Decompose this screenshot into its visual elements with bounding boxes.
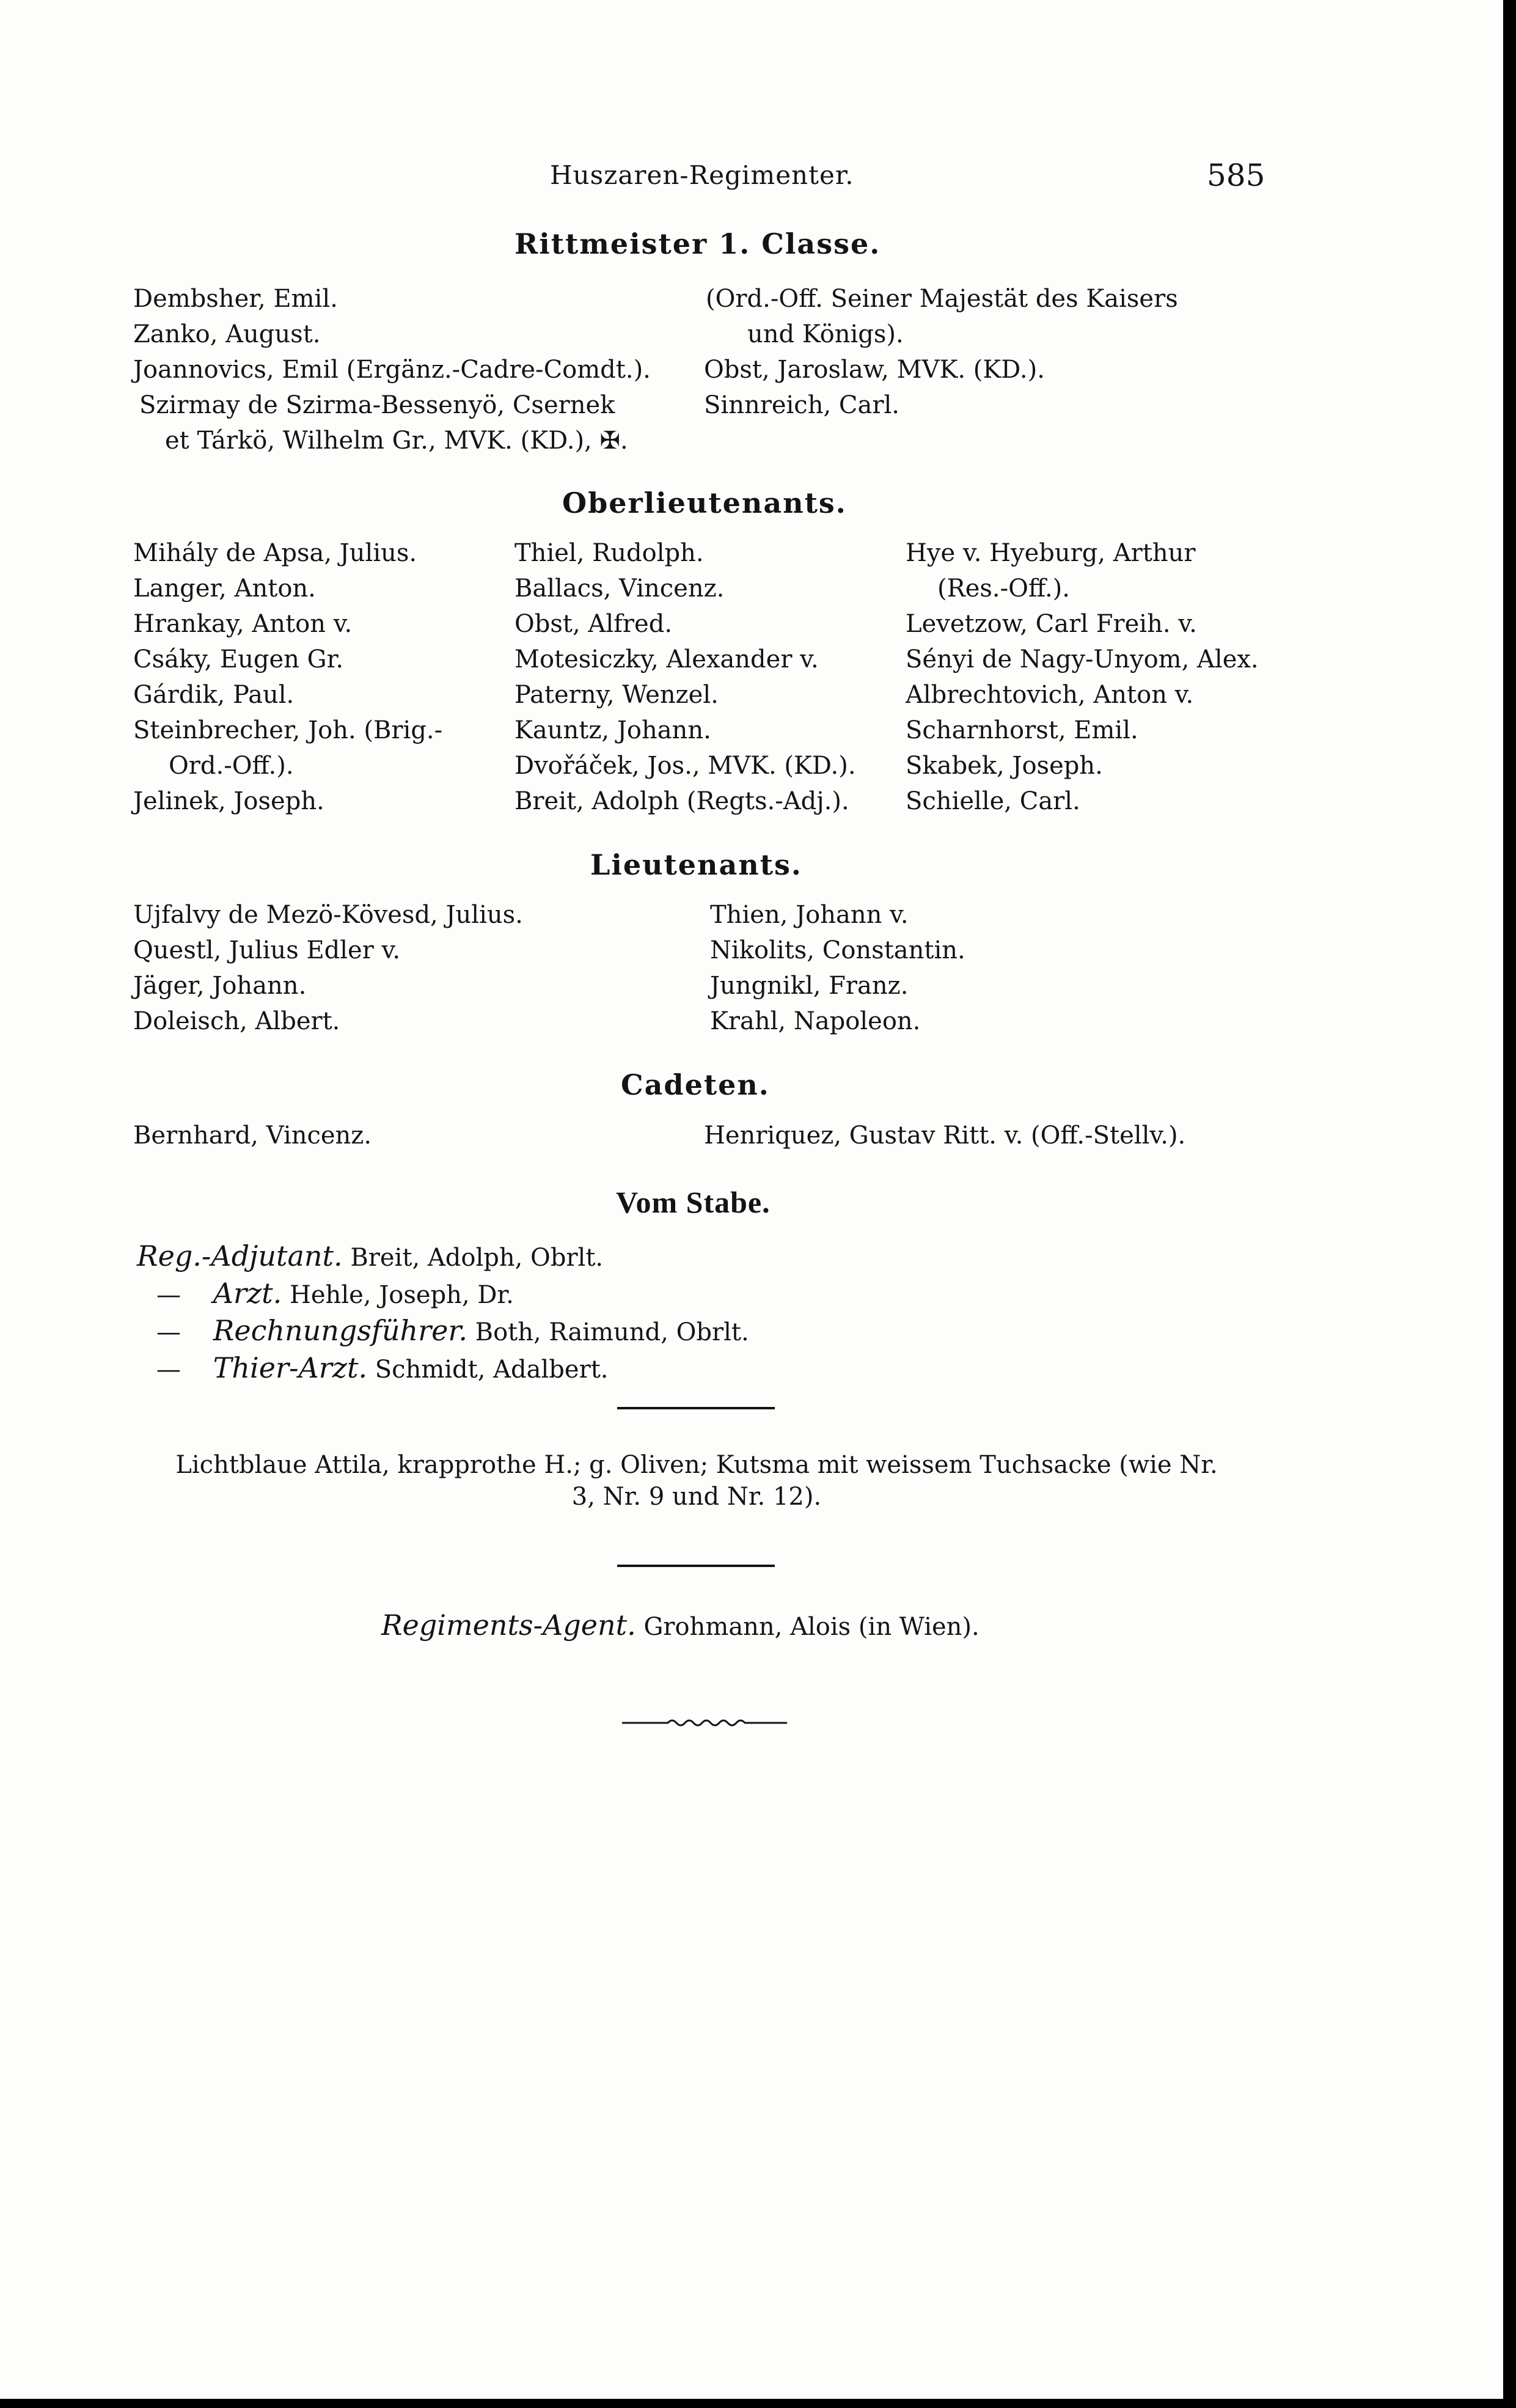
list-item: Breit, Adolph (Regts.-Adj.).: [514, 787, 849, 815]
list-item: Thiel, Rudolph.: [514, 539, 704, 567]
list-item: Motesiczky, Alexander v.: [514, 645, 819, 674]
staff-row: [137, 1313, 749, 1350]
list-item: Sényi de Nagy-Unyom, Alex.: [906, 645, 1259, 674]
list-item: et Tárkö, Wilhelm Gr., MVK. (KD.), ✠.: [165, 427, 628, 455]
page-number: 585: [1207, 158, 1265, 193]
section-heading-lieutenants: Lieutenants.: [590, 848, 802, 881]
list-item: Kauntz, Johann.: [514, 716, 711, 744]
staff-role: Reg.-Adjutant.: [137, 1239, 343, 1272]
staff-prefix: —: [156, 1318, 181, 1346]
list-item: Doleisch, Albert.: [133, 1007, 340, 1035]
list-item: Albrechtovich, Anton v.: [906, 681, 1194, 709]
oberlieutenants-column-2: [514, 535, 856, 819]
list-item: Paterny, Wenzel.: [514, 681, 719, 709]
staff-name: Hehle, Joseph, Dr.: [290, 1281, 514, 1309]
uniform-line: 3, Nr. 9 und Nr. 12).: [571, 1483, 822, 1511]
list-item: Sinnreich, Carl.: [704, 391, 899, 419]
separator-rule: [617, 1407, 775, 1409]
list-item: Obst, Alfred.: [514, 610, 673, 638]
list-item: Scharnhorst, Emil.: [906, 716, 1138, 744]
staff-row: [137, 1350, 749, 1387]
list-item: Jäger, Johann.: [133, 972, 307, 1000]
staff-row: [137, 1276, 749, 1313]
staff-role: Thier-Arzt.: [213, 1351, 368, 1384]
list-item: und Königs).: [747, 320, 904, 348]
list-item: Langer, Anton.: [133, 574, 316, 603]
list-item: Questl, Julius Edler v.: [133, 936, 401, 964]
rittmeister-right-column: [704, 281, 1178, 423]
lieutenants-right-column: [710, 897, 965, 1039]
list-item: Joannovics, Emil (Ergänz.-Cadre-Comdt.).: [133, 356, 651, 384]
list-item: Ujfalvy de Mezö-Kövesd, Julius.: [133, 901, 523, 929]
list-item: Skabek, Joseph.: [906, 752, 1103, 780]
list-item: Szirmay de Szirma-Bessenyö, Csernek: [139, 391, 615, 419]
staff-list: [137, 1238, 749, 1387]
list-item: Obst, Jaroslaw, MVK. (KD.).: [704, 356, 1045, 384]
staff-role: Rechnungsführer.: [213, 1314, 467, 1347]
staff-role: Arzt.: [213, 1277, 282, 1310]
list-item: Jungnikl, Franz.: [710, 972, 909, 1000]
list-item: Steinbrecher, Joh. (Brig.-: [133, 716, 443, 744]
staff-name: Schmidt, Adalbert.: [375, 1356, 609, 1384]
list-item: Jelinek, Joseph.: [133, 787, 324, 815]
list-item: Levetzow, Carl Freih. v.: [906, 610, 1197, 638]
list-item: Gárdik, Paul.: [133, 681, 295, 709]
separator-rule: [617, 1565, 775, 1567]
staff-name: Breit, Adolph, Obrlt.: [350, 1244, 604, 1272]
staff-prefix: —: [156, 1356, 181, 1384]
staff-row: [137, 1238, 749, 1276]
list-item: Krahl, Napoleon.: [710, 1007, 921, 1035]
cadet-right: Henriquez, Gustav Ritt. v. (Off.-Stellv.).: [704, 1121, 1186, 1150]
section-heading-cadeten: Cadeten.: [621, 1068, 770, 1101]
oberlieutenants-column-1: [133, 535, 442, 819]
oberlieutenants-column-3: [906, 535, 1259, 819]
list-item: Nikolits, Constantin.: [710, 936, 965, 964]
agent-role: Regiments-Agent.: [381, 1609, 636, 1642]
list-item: Csáky, Eugen Gr.: [133, 645, 344, 674]
section-heading-stabe: Vom Stabe.: [616, 1185, 771, 1219]
regiments-agent: [381, 1609, 980, 1642]
section-heading-rittmeister: Rittmeister 1. Classe.: [514, 227, 881, 260]
end-flourish-icon: [622, 1714, 787, 1729]
list-item: Hrankay, Anton v.: [133, 610, 353, 638]
uniform-description: [122, 1451, 1271, 1511]
list-item: Hye v. Hyeburg, Arthur: [906, 539, 1196, 567]
staff-prefix: —: [156, 1281, 181, 1309]
rittmeister-left-column: [133, 281, 651, 458]
list-item: Mihály de Apsa, Julius.: [133, 539, 417, 567]
running-head: Huszaren-Regimenter.: [550, 160, 854, 190]
agent-name: Grohmann, Alois (in Wien).: [643, 1613, 980, 1641]
uniform-line: Lichtblaue Attila, krapprothe H.; g. Oliven; Kutsma mit weissem Tuchsacke (wie Nr.: [175, 1451, 1218, 1479]
list-item: Ord.-Off.).: [169, 752, 294, 780]
section-heading-oberlieutenants: Oberlieutenants.: [562, 486, 847, 519]
list-item: Schielle, Carl.: [906, 787, 1080, 815]
list-item: Thien, Johann v.: [710, 901, 909, 929]
list-item: Dvořáček, Jos., MVK. (KD.).: [514, 752, 856, 780]
staff-name: Both, Raimund, Obrlt.: [475, 1318, 749, 1346]
list-item: Dembsher, Emil.: [133, 285, 338, 313]
lieutenants-left-column: [133, 897, 523, 1039]
list-item: Zanko, August.: [133, 320, 321, 348]
list-item: (Ord.-Off. Seiner Majestät des Kaisers: [706, 285, 1178, 313]
list-item: (Res.-Off.).: [937, 574, 1070, 603]
cadet-left: Bernhard, Vincenz.: [133, 1121, 372, 1150]
list-item: Ballacs, Vincenz.: [514, 574, 725, 603]
